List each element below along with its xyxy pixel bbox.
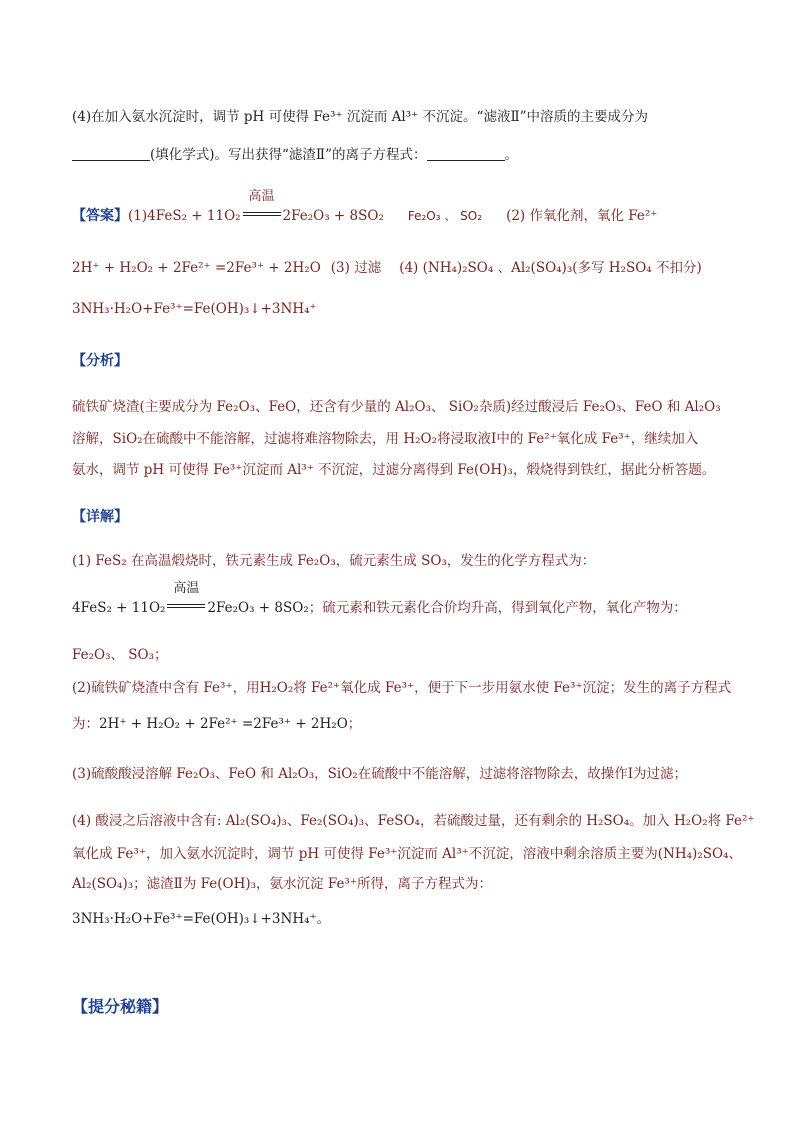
answer-line-2 [72,259,702,277]
answer-line-3 [72,300,317,318]
answer-blank-2[interactable] [427,146,505,161]
answer-equation-1-left: 4FeS₂ + 11O₂ [147,208,241,224]
analysis-line-2: 溶解，SiO₂在硫酸中不能溶解，过滤将难溶物除去，用 H₂O₂将浸取液Ⅰ中的 Fe²⁺氧化成 Fe³⁺，继续加入 [72,431,699,447]
detail-step-1-line-3: Fe₂O₃、 SO₃； [72,647,168,663]
answer-part-4-note: (多写 H₂SO₄ 不扣分) [572,260,702,276]
detail-equation-1-right: 2Fe₂O₃ + 8SO₂ [207,600,309,616]
detail-equation-4: 3NH₃·H₂O+Fe³⁺=Fe(OH)₃↓+3NH₄⁺ [72,911,317,927]
answer-products: Fe₂O₃ 、 SO₂ [407,209,483,223]
answer-equation-2: 2H⁺ + H₂O₂ + 2Fe²⁺ =2Fe³⁺ + 2H₂O [72,260,321,276]
reaction-condition-arrow: 高温 [167,598,205,612]
question-4-line-1: (4)在加入氨水沉淀时，调节 pH 可使得 Fe³⁺ 沉淀而 Al³⁺ 不沉淀。“滤液Ⅱ”中溶质的主要成分为 [72,109,649,125]
detail-step-2-line-1: (2)硫铁矿烧渣中含有 Fe³⁺，用H₂O₂将 Fe²⁺氧化成 Fe³⁺，便于下一步用氨水使 Fe³⁺沉淀；发生的离子方程式 [72,680,732,696]
tips-heading: 【提分秘籍】 [72,997,169,1016]
detail-step-1-line-1: (1) FeS₂ 在高温煅烧时，铁元素生成 Fe₂O₃，硫元素生成 SO₃，发生的化学方程式为： [72,553,596,569]
answer-part-4: (4) (NH₄)₂SO₄ 、Al₂(SO₄)₃ [399,260,573,276]
answer-label: 【答案】 [72,208,128,224]
analysis-heading: 【分析】 [72,353,128,369]
detail-equation-2: 2H⁺ + H₂O₂ + 2Fe²⁺ =2Fe³⁺ + 2H₂O [99,716,348,732]
detail-step-4-line-1: (4) 酸浸之后溶液中含有: Al₂(SO₄)₃、Fe₂(SO₄)₃、FeSO₄，若硫酸过量，还有剩余的 H₂SO₄。加入 H₂O₂将 Fe²⁺ [72,813,755,829]
detail-step-4-line-4: 3NH₃·H₂O+Fe³⁺=Fe(OH)₃↓+3NH₄⁺。 [72,911,331,927]
detail-step-4-line-3: Al₂(SO₄)₃；滤渣Ⅱ为 Fe(OH)₃，氨水沉淀 Fe³⁺所得，离子方程式为： [72,876,492,892]
question-4-line-2: (填化学式)。写出获得“滤渣Ⅱ”的离子方程式： 。 [72,146,518,164]
detail-step-3: (3)硫酸酸浸溶解 Fe₂O₃、FeO 和 Al₂O₃，SiO₂在硫酸中不能溶解，过滤将溶物除去，故操作Ⅰ为过滤； [72,766,688,782]
answer-equation-1-right: 2Fe₂O₃ + 8SO₂ [282,208,384,224]
answer-part-2: (2) 作氧化剂，氧化 Fe²⁺ [506,208,658,224]
analysis-line-3: 氨水，调节 pH 可使得 Fe³⁺沉淀而 Al³⁺ 不沉淀，过滤分离得到 Fe(OH)₃，煅烧得到铁红，据此分析答题。 [72,462,716,478]
detail-equation-1-left: 4FeS₂ + 11O₂ [72,600,166,616]
answer-part-3: (3) 过滤 [330,260,382,276]
detail-step-1-line-2: 4FeS₂ + 11O₂ 高温 2Fe₂O₃ + 8SO₂；硫元素和铁元素化合价均升高，得到氧化产物，氧化产物为： [72,581,687,616]
detail-step-2-line-2: 为：2H⁺ + H₂O₂ + 2Fe²⁺ =2Fe³⁺ + 2H₂O； [72,716,362,732]
detail-heading: 【详解】 [72,509,128,525]
reaction-condition-arrow: 高温 [243,206,281,220]
answer-blank-1[interactable] [72,146,150,161]
answer-line-1: 【答案】(1)4FeS₂ + 11O₂ 高温 2Fe₂O₃ + 8SO₂ Fe₂O₃ 、 SO₂ (2) 作氧化剂，氧化 Fe²⁺ [72,189,658,224]
analysis-line-1: 硫铁矿烧渣(主要成分为 Fe₂O₃、FeO，还含有少量的 Al₂O₃、 SiO₂杂质)经过酸浸后 Fe₂O₃、FeO 和 Al₂O₃ [72,399,721,415]
detail-step-4-line-2: 氧化成 Fe³⁺，加入氨水沉淀时，调节 pH 可使得 Fe³⁺沉淀而 Al³⁺不沉淀，溶液中剩余溶质主要为(NH₄)₂SO₄、 [72,846,742,862]
answer-equation-3: 3NH₃·H₂O+Fe³⁺=Fe(OH)₃↓+3NH₄⁺ [72,301,317,317]
